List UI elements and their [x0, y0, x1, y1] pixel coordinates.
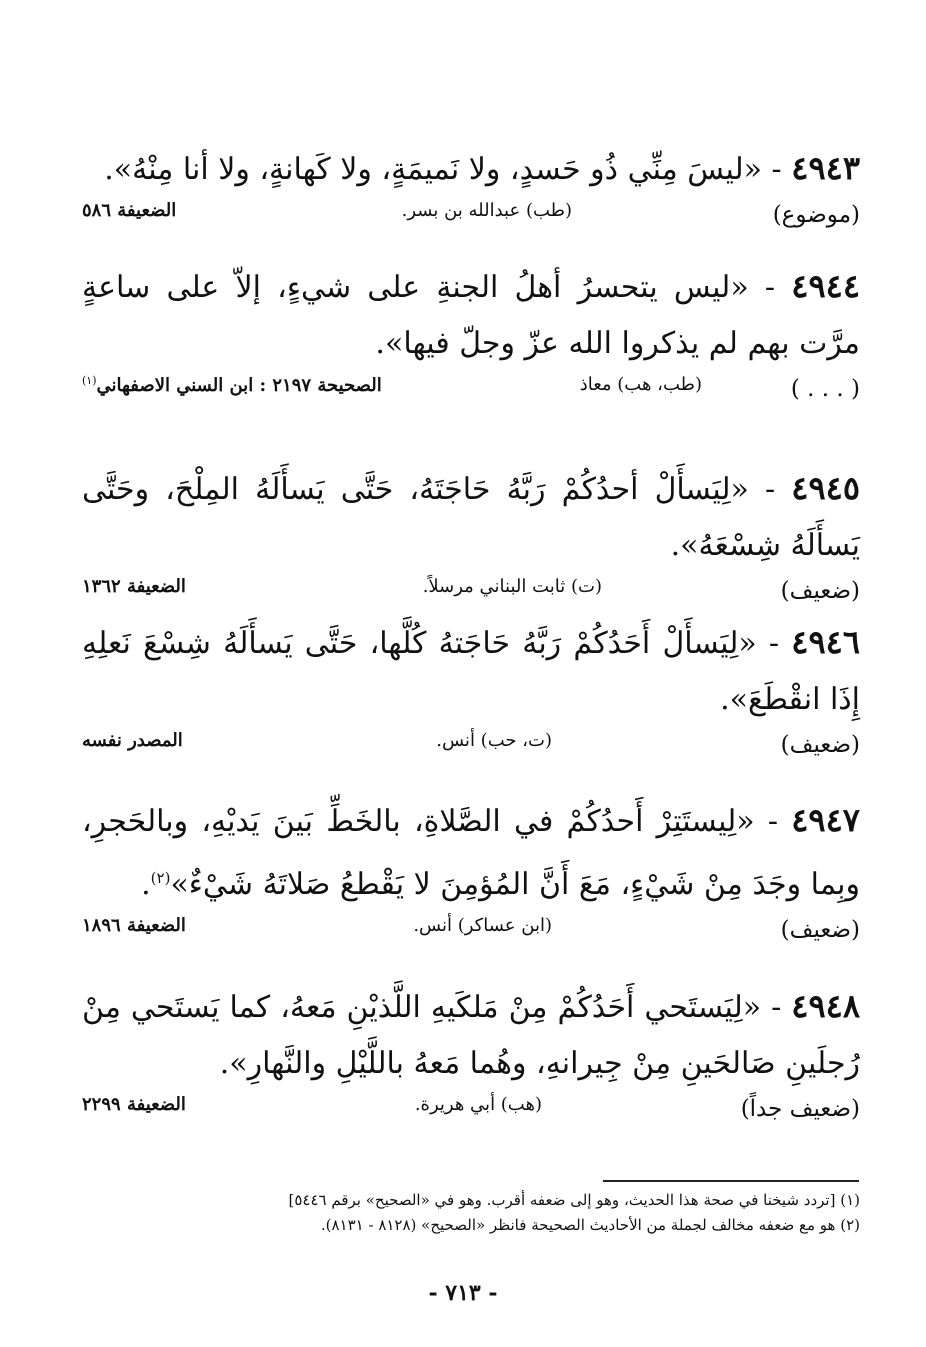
- hadith-body: - «لِيَستَحي أَحَدُكُمْ مِنْ مَلكَيهِ اللَّذيْنِ مَعهُ، كما يَستَحي مِنْ رُجلَينِ صَالحَينِ مِنْ جِيرانهِ، وهُما مَعهُ باللَّيْلِ والنَّهارِ».: [82, 990, 860, 1081]
- reference-label: [82, 374, 382, 396]
- hadith-meta: [82, 1094, 860, 1138]
- page-number: - ٧١٣ -: [428, 1280, 498, 1306]
- hadith-body: - «لِيَسأَلْ أحدُكُمْ رَبَّهُ حَاجَتَهُ، حَتَّى يَسأَلَهُ المِلْحَ، وحَتَّى يَسأَلَهُ شِسْعَهُ».: [82, 472, 860, 563]
- source-label: (هب) أبي هريرة.: [414, 1094, 542, 1115]
- grade-label: (ضعيف): [780, 578, 860, 604]
- hadith-text: [82, 460, 860, 574]
- grade-label: (ضعيف جداً): [740, 1096, 860, 1122]
- hadith-body: - «لِيستَتِرْ أَحدُكُمْ في الصَّلاةِ، بالخَطِّ بَينَ يَديْهِ، وبالحَجرِ، وبِما وجَدَ مِنْ شَيْءٍ، مَعَ أَنَّ المُؤمِنَ لا يَقْطعُ صَلاتَهُ شَيْءٌ»: [82, 804, 860, 902]
- hadith-number: ٤٩٤٤: [791, 267, 860, 305]
- hadith-text: [82, 614, 860, 728]
- hadith-entry-4948: [82, 978, 860, 1138]
- footnote-2: (٢) هو مع ضعفه مخالف لجملة من الأحاديث الصحيحة فانظر «الصحيح» (٨١٢٨ - ٨١٣١).: [320, 1216, 860, 1234]
- hadith-number: ٤٩٤٨: [791, 987, 860, 1025]
- reference-text: الصحيحة ٢١٩٧ : ابن السني الاصفهاني: [96, 375, 382, 396]
- hadith-entry-4944: [82, 258, 860, 418]
- hadith-entry-4947: [82, 792, 860, 959]
- source-label: (ت، حب) أنس.: [436, 730, 552, 751]
- hadith-text: [82, 258, 860, 372]
- hadith-entry-4943: [82, 140, 860, 244]
- hadith-body: - «لِيَسأَلْ أَحَدُكُمْ رَبَّهُ حَاجَتهُ كُلَّها، حَتَّى يَسأَلَهُ شِسْعَ نَعلِهِ إِذَا انقْطَعَ».: [82, 626, 860, 717]
- footnote-divider: [603, 1180, 859, 1182]
- hadith-text: [82, 978, 860, 1092]
- source-label: (طب) عبدالله بن بسر.: [401, 200, 572, 221]
- hadith-entry-4945: [82, 460, 860, 620]
- source-label: (ت) ثابت البناني مرسلاً.: [422, 576, 602, 597]
- reference-label: الضعيفة ٢٢٩٩: [82, 1094, 186, 1115]
- hadith-end: .: [141, 867, 151, 902]
- footnote-marker: (٢): [150, 869, 171, 887]
- grade-label: (ضعيف): [780, 732, 860, 758]
- hadith-meta: [82, 730, 860, 774]
- hadith-number: ٤٩٤٦: [791, 623, 860, 661]
- source-label: (ابن عساكر) أنس.: [413, 915, 552, 936]
- hadith-entry-4946: [82, 614, 860, 774]
- hadith-text: [82, 140, 860, 198]
- hadith-number: ٤٩٤٣: [791, 149, 860, 187]
- footnote-1: (١) [تردد شيخنا في صحة هذا الحديث، وهو إلى ضعفه أقرب. وهو في «الصحيح» برقم ٥٤٤٦]: [288, 1191, 860, 1209]
- source-label: (طب، هب) معاذ: [579, 374, 702, 395]
- hadith-body: - «ليس يتحسرُ أهلُ الجنةِ على شيءٍ، إلاّ على ساعةٍ مرَّت بهم لم يذكروا الله عزّ وجلّ فيها».: [82, 270, 860, 361]
- reference-label: الضعيفة ١٨٩٦: [82, 915, 186, 936]
- hadith-meta: [82, 200, 860, 244]
- reference-label: المصدر نفسه: [82, 730, 183, 751]
- hadith-number: ٤٩٤٧: [791, 801, 860, 839]
- hadith-number: ٤٩٤٥: [791, 469, 860, 507]
- hadith-meta: [82, 374, 860, 418]
- hadith-meta: [82, 915, 860, 959]
- footnotes: [82, 1188, 860, 1238]
- reference-label: الضعيفة ٥٨٦: [82, 200, 177, 221]
- hadith-text: [82, 792, 860, 913]
- hadith-body: - «ليسَ مِنِّي ذُو حَسدٍ، ولا نَميمَةٍ، ولا كَهانةٍ، ولا أنا مِنْهُ».: [104, 152, 782, 187]
- reference-label: الضعيفة ١٣٦٢: [82, 576, 186, 597]
- footnote-marker: (١): [82, 374, 97, 387]
- grade-label: (موضوع): [772, 202, 860, 228]
- grade-label: (ضعيف): [780, 917, 860, 943]
- grade-label: ( . . . ): [790, 376, 860, 402]
